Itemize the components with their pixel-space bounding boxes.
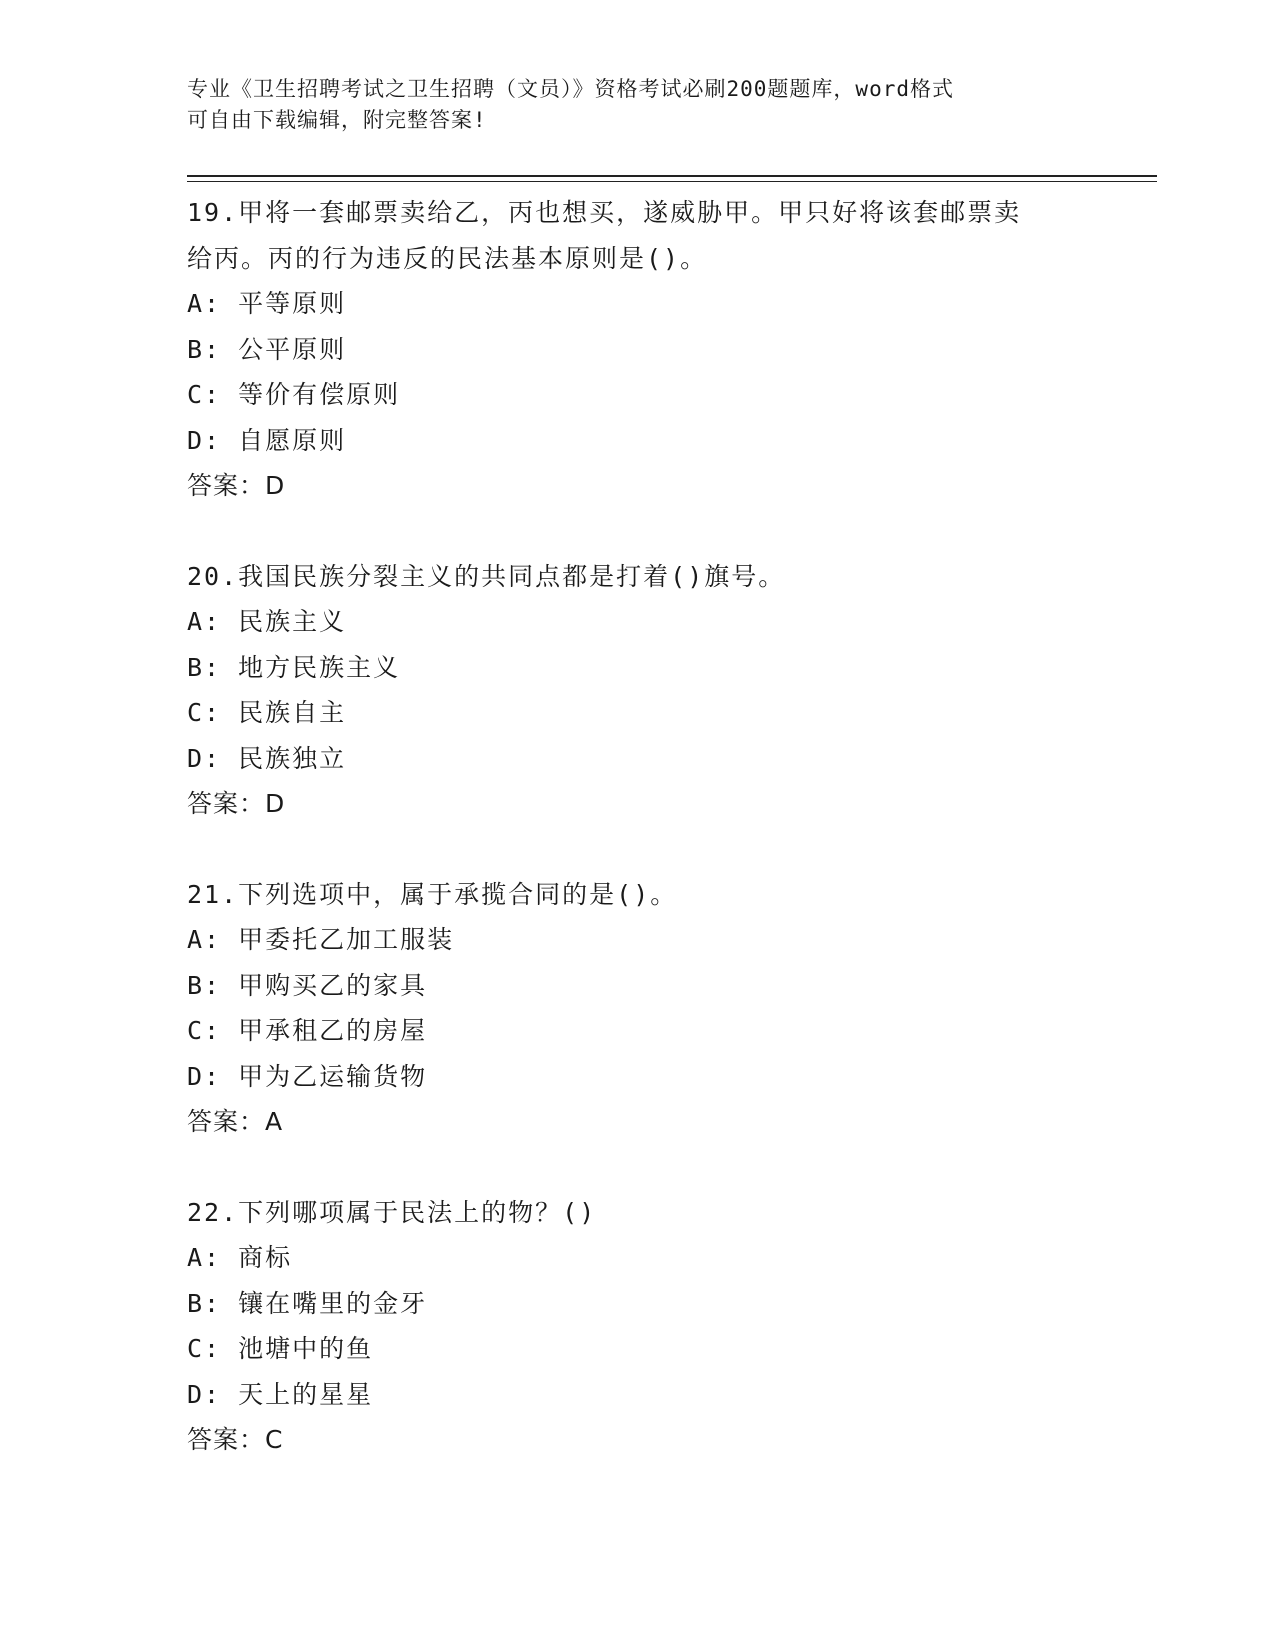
option-a: A: 甲委托乙加工服装	[187, 925, 455, 954]
option-b: B: 地方民族主义	[187, 652, 401, 682]
question-19	[187, 190, 1087, 509]
option-c: C: 甲承租乙的房屋	[187, 1016, 428, 1045]
option-d: D: 自愿原则	[187, 425, 347, 455]
option-c: C: 等价有偿原则	[187, 380, 401, 409]
question-stem-continued: 给丙。丙的行为违反的民法基本原则是()。	[187, 243, 708, 273]
option-d: D: 甲为乙运输货物	[187, 1061, 428, 1091]
option-b: B: 公平原则	[187, 334, 347, 364]
question-stem: 22.下列哪项属于民法上的物？()	[187, 1197, 597, 1227]
answer: 答案：A	[187, 1107, 284, 1136]
question-stem: 21.下列选项中，属于承揽合同的是()。	[187, 879, 678, 909]
question-21	[187, 872, 1087, 1145]
header-divider-thick	[187, 175, 1157, 177]
option-c: C: 池塘中的鱼	[187, 1334, 374, 1363]
option-d: D: 民族独立	[187, 743, 347, 773]
option-b: B: 镶在嘴里的金牙	[187, 1288, 428, 1318]
option-a: A: 商标	[187, 1243, 293, 1272]
answer: 答案：C	[187, 1425, 284, 1454]
option-b: B: 甲购买乙的家具	[187, 970, 428, 1000]
header-line-1: 专业《卫生招聘考试之卫生招聘（文员）》资格考试必刷200题题库，word格式	[187, 77, 954, 101]
option-d: D: 天上的星星	[187, 1379, 374, 1409]
question-stem: 19.甲将一套邮票卖给乙，丙也想买，遂威胁甲。甲只好将该套邮票卖	[187, 198, 1022, 227]
option-c: C: 民族自主	[187, 698, 347, 727]
question-22	[187, 1190, 1087, 1463]
header-line-2: 可自由下载编辑，附完整答案!	[187, 108, 487, 132]
header-divider-thin	[187, 181, 1157, 182]
question-list	[187, 190, 1087, 1463]
answer: 答案：D	[187, 789, 286, 818]
question-20	[187, 554, 1087, 827]
option-a: A: 民族主义	[187, 607, 347, 636]
document-header	[187, 74, 1087, 136]
option-a: A: 平等原则	[187, 289, 347, 318]
answer: 答案：D	[187, 471, 286, 500]
question-stem: 20.我国民族分裂主义的共同点都是打着()旗号。	[187, 561, 786, 591]
